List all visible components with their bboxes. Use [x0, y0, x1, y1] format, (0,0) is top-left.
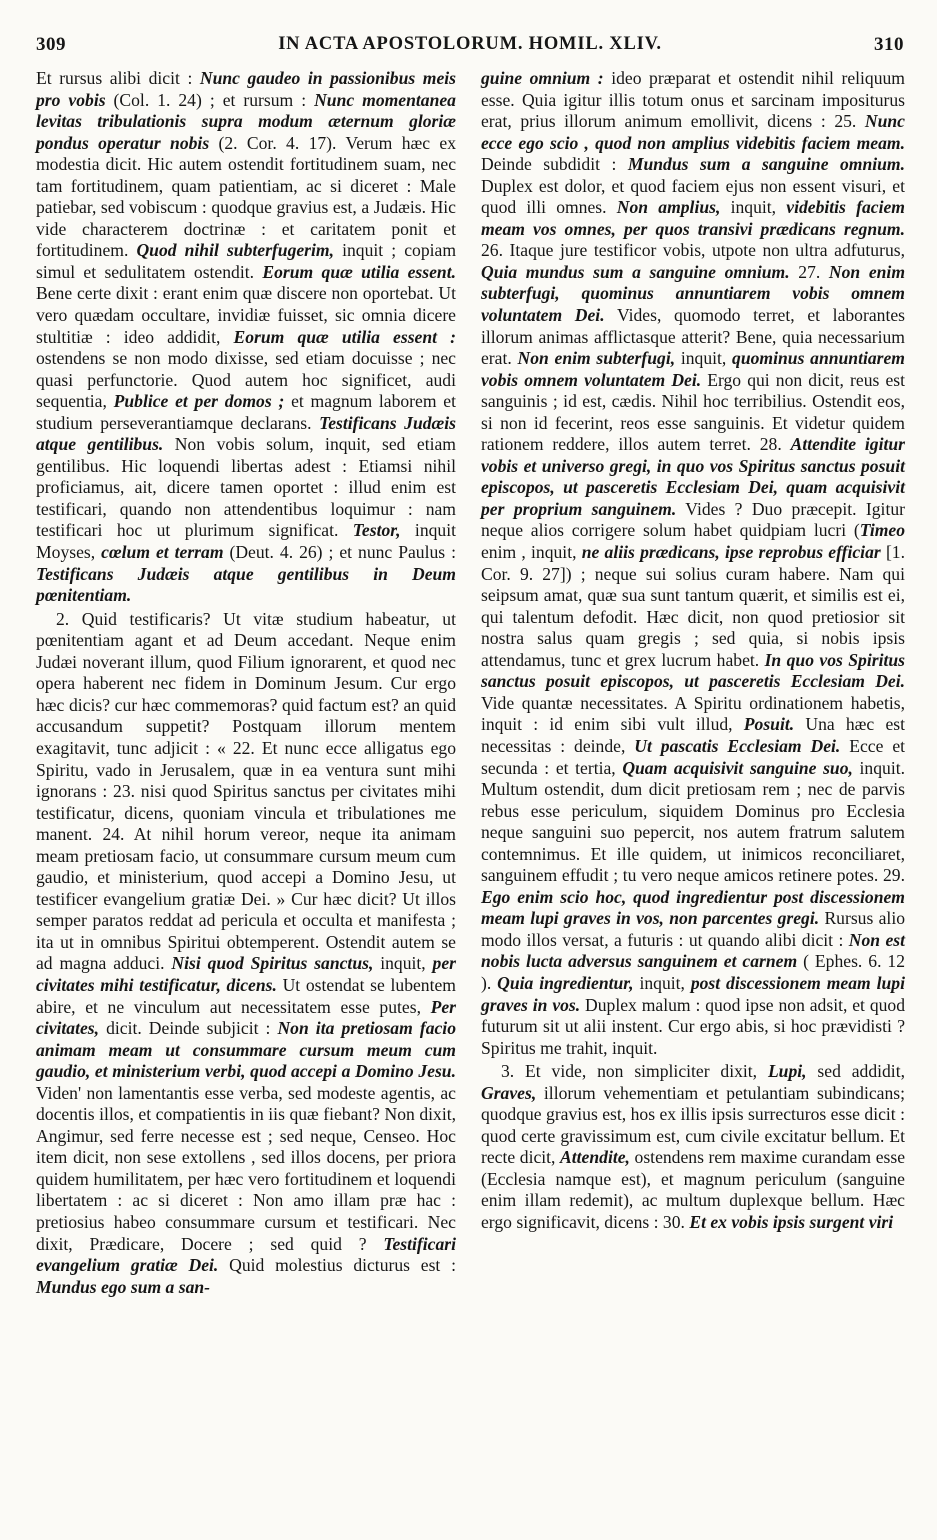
italic-quotation: Nunc gaudeo in passionibus meis pro vobis — [36, 68, 457, 110]
italic-quotation: Non enim subterfugi, — [517, 348, 676, 369]
text-run: Vides, quomodo terret, et laborantes illorum animas afflictasque atterit? Bene, quia necessarium erat. — [481, 305, 905, 369]
text-run: 27. — [789, 261, 829, 282]
body-paragraph — [36, 68, 456, 607]
italic-quotation: Publice et per domos ; — [113, 391, 285, 412]
italic-quotation: cœlum et terram — [101, 542, 224, 563]
text-run: (2. Cor. 4. 17). Verum hæc ex modestia dicit. Hic autem ostendit fortitudinem suam, nec tam fortitudinem, quam patientiam, ac si diceret : Male patiebar, sed vobiscum : quodque gravius est, a Judæis. Hic vide characterem doctrinæ : et caritatem ponit et fortitudinem. — [36, 132, 456, 261]
text-run: ostendens se non modo dixisse, sed etiam docuisse ; nec quasi perfunctorie. Quod autem hoc significet, audi sequentia, — [36, 348, 456, 412]
italic-quotation: quominus annuntiarem vobis omnem voluntatem Dei. — [481, 348, 905, 390]
text-run: (Deut. 4. 26) ; et nunc Paulus : — [223, 542, 456, 563]
text-run: inquit ; copiam simul et sedulitatem ostendit. — [36, 240, 457, 282]
italic-quotation: Mundus sum a sanguine omnium. — [627, 154, 905, 175]
running-header — [36, 34, 904, 56]
italic-quotation: Et ex vobis ipsis surgent viri — [689, 1211, 894, 1232]
text-run: (Col. 1. 24) ; et rursum : — [105, 89, 315, 110]
text-run: Duplex est dolor, et quod faciem ejus non essent visuri, et quod illi omnes. — [481, 175, 905, 218]
italic-quotation: Nisi quod Spiritus sanctus, — [171, 953, 374, 974]
italic-quotation: Eorum quæ utilia essent. — [262, 261, 456, 282]
text-run: Duplex malum : quod ipse non adsit, et quod futurum sit ut alii instent. Cur ergo abis, si hoc prævidisti ? Spiritus me trahit, inquit. — [481, 994, 906, 1058]
text-run: Vide quantæ necessitates. A Spiritu ordinationem habetis, inquit : id enim sibi vult illud, — [481, 692, 905, 735]
italic-quotation: Testificans Judæis atque gentilibus in Deum pœnitentiam. — [36, 563, 456, 606]
text-run: inquit, — [373, 953, 433, 974]
text-run: Non vobis solum, inquit, sed etiam gentilibus. Hic loquendi libertas adest : Etiamsi nihil proficiamus, ait, dicere tamen oportet : illud enim est testificari, quando non attendentibus loquimur : nam testificari hoc ut plurimum significat. — [36, 434, 456, 541]
italic-quotation: Attendite igitur vobis et universo gregi, in quo vos Spiritus sanctus posuit episcopos, ut pasceretis Ecclesiam Dei, quam acquisivit per proprium sanguinem. — [481, 434, 906, 519]
text-run: et magnum laborem et studium perseverantiamque declarans. — [36, 391, 456, 433]
text-run: 26. Itaque jure testificor vobis, utpote non ultra adfuturus, — [481, 240, 905, 261]
italic-quotation: Nunc ecce ego scio , quod non amplius videbitis faciem meam. — [481, 111, 905, 153]
italic-quotation: Quia mundus sum a sanguine omnium. — [481, 261, 790, 282]
italic-quotation: Ego enim scio hoc, quod ingredientur post discessionem meam lupi graves in vos, non parcentes gregi. — [481, 886, 905, 929]
text-run: ( Ephes. 6. 12 ). — [481, 951, 906, 993]
text-run: inquit, — [720, 197, 787, 218]
text-run: Una hæc est necessitas : deinde, — [481, 714, 905, 756]
left-column — [36, 68, 456, 1298]
italic-quotation: Testor, — [352, 520, 401, 541]
italic-quotation: Eorum quæ utilia essent : — [233, 326, 456, 347]
italic-quotation: Testificans Judæis atque gentilibus. — [36, 412, 456, 455]
text-run: Bene certe dixit : erant enim quæ discere non oportebat. Ut vero quædam occultare, invidiæ fuisset, sic omnia dicere stultitiæ : ideo addidit, — [36, 283, 456, 347]
italic-quotation: per civitates mihi testificatur, dicens. — [36, 953, 456, 995]
text-run: dicit. Deinde subjicit : — [99, 1018, 278, 1039]
text-run: Ecce et secunda : et tertia, — [481, 735, 906, 778]
italic-quotation: Mundus ego sum a san- — [36, 1276, 211, 1297]
text-run: Vides ? Duo præcepit. Igitur neque alios corrigere solum habet quidpiam lucri ( — [481, 498, 905, 541]
body-paragraph — [481, 1061, 905, 1233]
right-column — [481, 68, 905, 1234]
italic-quotation: Timeo — [859, 520, 905, 541]
text-run: inquit, — [633, 972, 691, 993]
italic-quotation: Non amplius, — [616, 197, 721, 218]
text-run: Viden' non lamentantis esse verba, sed modeste agentis, ac docentis illos, et compatientis in iis quæ fiebant? Non dixit, Angimur, sed ferre necesse est ; sed neque, Censeo. Hoc item dicit, non sese extollens , sed illos docens, per priora quidem humilitatem, per hæc vero fortitudinem et loquendi libertatem : ac si diceret : Non amo illam præ hac : pretiosius habeo consummare cursum et testificari. Nec dixit, Prædicare, Docere ; sed quid ? — [36, 1082, 456, 1254]
italic-quotation: Testificari evangelium gratiæ Dei. — [36, 1233, 456, 1276]
body-paragraph — [481, 68, 905, 1059]
italic-quotation: Quia ingredientur, — [497, 972, 634, 993]
italic-quotation: Non enim subterfugi, quominus annuntiarem vobis omnem voluntatem Dei. — [481, 261, 906, 326]
italic-quotation: guine omnium : — [481, 68, 604, 88]
italic-quotation: Quod nihil subterfugerim, — [136, 240, 334, 261]
italic-quotation: Posuit. — [743, 714, 795, 735]
text-run: Et rursus alibi dicit : — [36, 68, 200, 88]
page-number-left: 309 — [36, 34, 66, 55]
text-run: sed addidit, — [806, 1061, 905, 1082]
text-run: ideo præparat et ostendit nihil reliquum esse. Quia igitur illis totum onus et sarcinam impositurus erat, prius illorum animum emollivit, dicens : 25. — [481, 68, 905, 132]
text-run: inquit Moyses, — [36, 520, 456, 563]
italic-quotation: post discessionem meam lupi graves in vos. — [481, 972, 905, 1015]
text-run: Quid molestius dicturus est : — [218, 1255, 456, 1276]
italic-quotation: Nunc momentanea levitas tribulationis supra modum æternum gloriæ pondus operatur nobis — [36, 89, 456, 153]
text-run: 3. Et vide, non simpliciter dixit, — [501, 1061, 768, 1082]
text-run: Ergo qui non dicit, reus est sanguinis ; id est, cædis. Nihil hoc terribilius. Ostendit eos, si non id fecerint, reos esse sanguinis. Et videtur quidem rationem reddere, illos autem terret. 28. — [481, 369, 905, 455]
italic-quotation: Lupi, — [767, 1061, 807, 1082]
text-run: 2. Quid testificaris? Ut vitæ studium habeatur, ut pœnitentiam agant et ad Deum accedant. Neque enim Judæi noverant illum, quod Filium ignorarent, et quod nec opera haberent nec fidem in Dominum Jesum. Cur ergo hæc dicis? cur hæc commemoras? quid factum est? an quid accusandum suppetit? Postquam illorum mentem exagitavit, tunc adjicit : « 22. Et nunc ecce alligatus ego Spiritu, vado in Jerusalem, quæ in ea ventura sunt mihi ignorans : 23. nisi quod Spiritus sanctus per civitates mihi testificatur, dicens, quoniam vincula et tribulationes me manent. 24. At nihil horum vereor, neque ita animam meam pretiosam facio, ut consummare cursum meum cum gaudio, et ministerium, quod accepi a Domino Jesu, ut testificer evangelium gratiæ Dei. » Cur hæc dicit? Ut illos semper paratos reddat ad pericula et occulta et manifesta ; ita ut in omnibus Spiritui obtemperent. Ostendit autem se ad magna adduci. — [36, 608, 456, 974]
page-number-right: 310 — [874, 34, 904, 55]
italic-quotation: Non est nobis lucta adversus sanguinem et carnem — [481, 929, 905, 972]
italic-quotation: videbitis faciem meam vos omnes, per quos transivi prædicans regnum. — [481, 197, 905, 239]
italic-quotation: ne aliis prædicans, ipse reprobus efficiar — [581, 542, 881, 563]
text-run: inquit, — [675, 348, 733, 369]
body-paragraph — [36, 609, 456, 1299]
italic-quotation: Non ita pretiosam facio animam meam ut consummare cursum meum cum gaudio, et ministerium verbi, quod accepi a Domino Jesu. — [36, 1018, 456, 1082]
text-run: [1. Cor. 9. 27]) ; neque sui solius curam habere. Nam qui seipsum amat, quæ sua sunt tantum quærit, et similis est ei, qui talentum defodit. Hæc dicit, non quod pretiosior sit nostra salus quam gregis ; sed quia, si nobis ipsis attendamus, tunc et grex lucrum habet. — [481, 542, 905, 670]
text-run: inquit. Multum ostendit, dum dicit pretiosam rem ; nec de parvis rebus esse periculum, siquidem Dominus pro Ecclesia neque sanguini suo pepercit, nos autem fratrum salutem contemnimus. Et ille quidem, ut inimicos reconciliaret, sanguinem effudit ; tu vero neque amicos retinere potes. 29. — [481, 757, 905, 886]
text-run: Rursus alio modo illos versat, a futuris : ut quando alibi dicit : — [481, 908, 905, 950]
text-run: enim , inquit, — [481, 542, 582, 563]
text-run: ostendens rem maxime curandam esse (Ecclesia namque est), et magnum periculum (sanguine enim illam redemit), ac multum duplexque bellum. Hæc ergo significavit, dicens : 30. — [481, 1147, 906, 1232]
text-run: Deinde subdidit : — [481, 154, 628, 175]
italic-quotation: Attendite, — [560, 1147, 630, 1168]
running-title: IN ACTA APOSTOLORUM. HOMIL. XLIV. — [278, 34, 662, 54]
italic-quotation: In quo vos Spiritus sanctus posuit episcopos, ut pasceretis Ecclesiam Dei. — [481, 649, 905, 692]
italic-quotation: Quam acquisivit sanguine suo, — [622, 757, 853, 778]
text-run: Ut ostendat se lubentem abire, et ne vinculum aut necessitatem esse putes, — [36, 974, 456, 1017]
italic-quotation: Graves, — [481, 1082, 537, 1103]
italic-quotation: Ut pascatis Ecclesiam Dei. — [634, 735, 841, 756]
italic-quotation: Per civitates, — [36, 996, 456, 1039]
text-run: illorum vehementiam et petulantiam subindicans; quodque gravius est, hos ex illis ipsis surrecturos esse dicit : quod certe gravissimum est, cum civile excitatur bellum. Et recte dicit, — [481, 1082, 905, 1168]
